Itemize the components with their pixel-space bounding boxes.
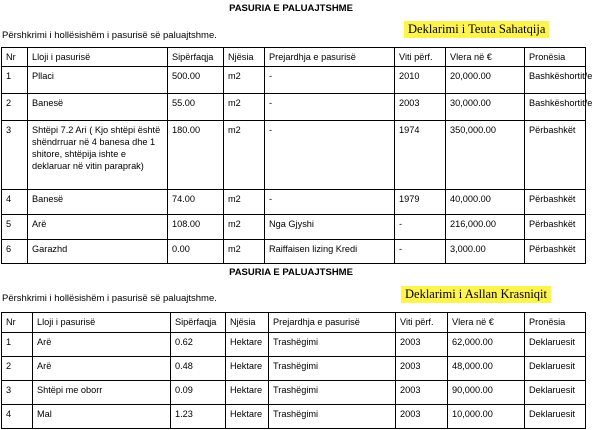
- cell: Raiffaisen lizing Kredi: [265, 240, 395, 264]
- section2-property-table: [1, 312, 586, 429]
- section1-title: PASURIA E PALUAJTSHME: [229, 3, 353, 14]
- header-cell: Prejardhja e pasurisë: [269, 313, 396, 333]
- cell: Shtëpi me oborr: [33, 381, 171, 405]
- cell: 3: [2, 121, 28, 190]
- cell: m2: [224, 190, 265, 215]
- cell: Arë: [28, 215, 168, 240]
- table-row: [2, 67, 586, 94]
- cell: 5: [2, 215, 28, 240]
- cell: Mal: [33, 405, 171, 429]
- cell: m2: [224, 121, 265, 190]
- header-cell: Pronësia: [525, 313, 586, 333]
- cell: 1: [2, 333, 33, 357]
- header-cell: Vlera në €: [448, 313, 525, 333]
- header-cell: Lloji i pasurisë: [33, 313, 171, 333]
- cell: -: [265, 94, 395, 121]
- cell: m2: [224, 94, 265, 121]
- table-row: [2, 357, 586, 381]
- cell: 2003: [396, 357, 448, 381]
- table-row: [2, 240, 586, 264]
- cell: 4: [2, 190, 28, 215]
- cell: 2003: [396, 405, 448, 429]
- cell: -: [395, 215, 446, 240]
- table-row: [2, 215, 586, 240]
- table-header-row: [2, 313, 586, 333]
- cell: Arë: [33, 357, 171, 381]
- section2-highlight-label: Deklarimi i Asllan Krasniqit: [401, 286, 551, 303]
- cell: -: [265, 67, 395, 94]
- header-cell: Lloji i pasurisë: [28, 48, 168, 67]
- section1-highlight-label: Deklarimi i Teuta Sahatqija: [404, 21, 549, 38]
- table-row: [2, 333, 586, 357]
- cell: 1974: [395, 121, 446, 190]
- header-cell: Viti përf.: [396, 313, 448, 333]
- cell: Hektare: [226, 333, 269, 357]
- cell: 4: [2, 405, 33, 429]
- cell: 1: [2, 67, 28, 94]
- cell: Garazhd: [28, 240, 168, 264]
- cell: 30,000.00: [446, 94, 525, 121]
- cell: 1.23: [171, 405, 226, 429]
- cell: 2003: [395, 94, 446, 121]
- cell: m2: [224, 215, 265, 240]
- cell: Deklaruesit: [525, 357, 586, 381]
- cell: m2: [224, 67, 265, 94]
- cell: -: [265, 190, 395, 215]
- section1-description: Përshkrimi i hollësishëm i pasurisë së paluajtshme.: [2, 30, 217, 41]
- cell: 108.00: [168, 215, 224, 240]
- cell: Trashëgimi: [269, 333, 396, 357]
- cell: Pllaci: [28, 67, 168, 94]
- section1-property-table: [1, 47, 592, 264]
- cell: 2: [2, 94, 28, 121]
- table-row: [2, 405, 586, 429]
- cell: Përbashkët: [525, 215, 586, 240]
- cell: 216,000.00: [446, 215, 525, 240]
- header-cell: Viti përf.: [395, 48, 446, 67]
- cell: Deklaruesit: [525, 405, 586, 429]
- cell: 62,000.00: [448, 333, 525, 357]
- cell: Hektare: [226, 381, 269, 405]
- cell: 3: [2, 381, 33, 405]
- cell: 2003: [396, 333, 448, 357]
- cell: 74.00: [168, 190, 224, 215]
- cell: 20,000.00: [446, 67, 525, 94]
- cell: Deklaruesit: [525, 333, 586, 357]
- header-cell: Sipërfaqja: [171, 313, 226, 333]
- cell: 6: [2, 240, 28, 264]
- cell: -: [265, 121, 395, 190]
- cell: Trashëgimi: [269, 357, 396, 381]
- cell: -: [395, 240, 446, 264]
- cell: 0.00: [168, 240, 224, 264]
- cell: m2: [224, 240, 265, 264]
- cell: Trashëgimi: [269, 405, 396, 429]
- cell: Nga Gjyshi: [265, 215, 395, 240]
- header-cell: Vlera në €: [446, 48, 525, 67]
- cell: Banesë: [28, 190, 168, 215]
- cell: 0.48: [171, 357, 226, 381]
- header-cell: Pronësia: [525, 48, 586, 67]
- cell: 90,000.00: [448, 381, 525, 405]
- cell: 2003: [396, 381, 448, 405]
- cell: Shtëpi 7.2 Ari ( Kjo shtëpi është shëndrruar në 4 banesa dhe 1 shitore, shtëpija ishte e deklaruar në vitin paraprak): [28, 121, 168, 190]
- header-cell: Prejardhja e pasurisë: [265, 48, 395, 67]
- cell: Deklaruesit: [525, 381, 586, 405]
- cell: 0.62: [171, 333, 226, 357]
- table-row: [2, 121, 586, 190]
- cell: Bashkëshortit/e: [525, 94, 586, 121]
- header-cell: Sipërfaqja: [168, 48, 224, 67]
- header-cell: Njësia: [226, 313, 269, 333]
- section2-title: PASURIA E PALUAJTSHME: [229, 267, 353, 278]
- cell: Trashëgimi: [269, 381, 396, 405]
- table-header-row: [2, 48, 586, 67]
- cell: 500.00: [168, 67, 224, 94]
- table-row: [2, 94, 586, 121]
- cell: 10,000.00: [448, 405, 525, 429]
- cell: 2010: [395, 67, 446, 94]
- cell: Arë: [33, 333, 171, 357]
- cell: 180.00: [168, 121, 224, 190]
- cell: Përbashkët: [525, 240, 586, 264]
- section2-description: Përshkrimi i hollësishëm i pasurisë së paluajtshme.: [2, 293, 217, 304]
- cell: 2: [2, 357, 33, 381]
- cell: 350,000.00: [446, 121, 525, 190]
- cell: Bashkëshortit/e: [525, 67, 586, 94]
- cell: 40,000.00: [446, 190, 525, 215]
- header-cell: Njësia: [224, 48, 265, 67]
- table-row: [2, 190, 586, 215]
- cell: Përbashkët: [525, 190, 586, 215]
- cell: Hektare: [226, 357, 269, 381]
- cell: Përbashkët: [525, 121, 586, 190]
- header-cell: Nr: [2, 48, 28, 67]
- header-cell: Nr: [2, 313, 33, 333]
- cell: 48,000.00: [448, 357, 525, 381]
- cell: 0.09: [171, 381, 226, 405]
- cell: Hektare: [226, 405, 269, 429]
- table-row: [2, 381, 586, 405]
- cell: 55.00: [168, 94, 224, 121]
- cell: Banesë: [28, 94, 168, 121]
- cell: 3,000.00: [446, 240, 525, 264]
- cell: 1979: [395, 190, 446, 215]
